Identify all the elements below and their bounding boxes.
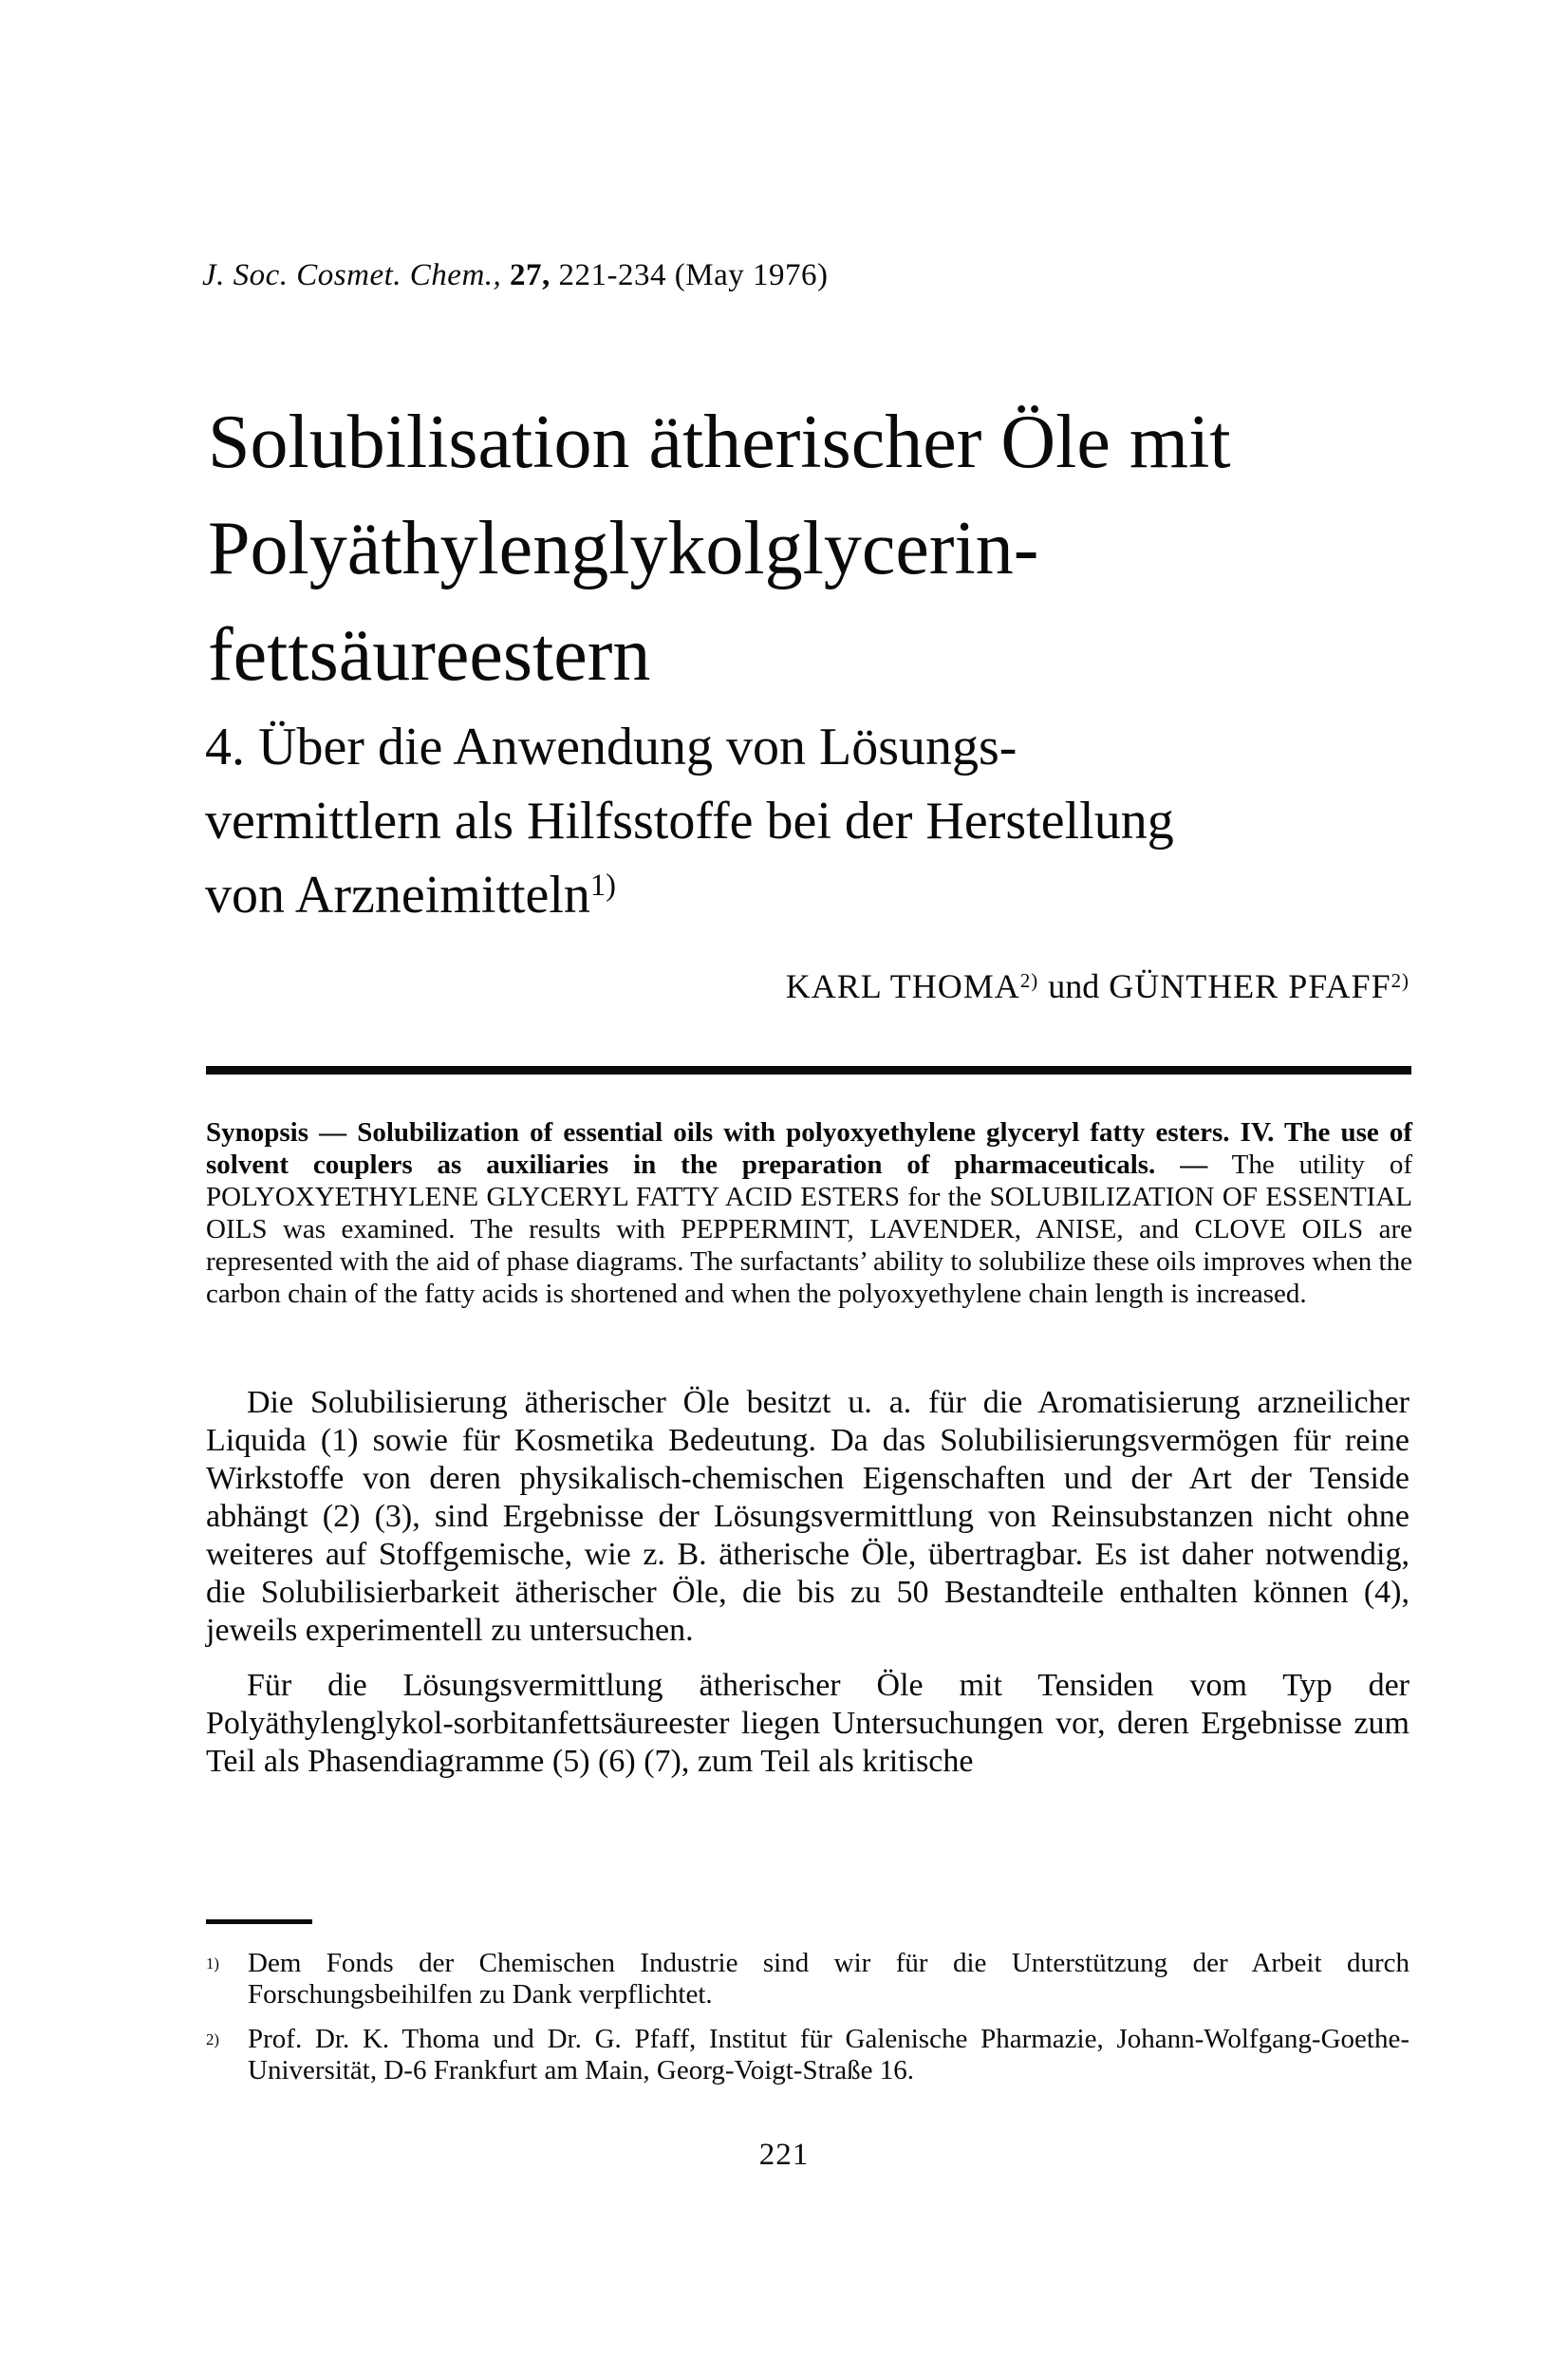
- paper-title-line-1: Solubilisation ätherischer Öle mit: [208, 401, 1231, 484]
- footnote-1-text: Dem Fonds der Chemischen Industrie sind wir für die Unterstützung der Arbeit durch Forschungsbeihilfen zu Dank verpflichtet.: [248, 1948, 1409, 2010]
- author-1: KARL THOMA: [785, 967, 1020, 1005]
- footnote-1-marker: 1): [206, 1954, 220, 1973]
- paper-subtitle-line-1: 4. Über die Anwendung von Lösungs-: [205, 718, 1017, 776]
- paper-title-line-2: Polyäthylenglykolglycerin-: [208, 507, 1039, 590]
- paper-subtitle: [205, 710, 1496, 940]
- paper-title-line-3: fettsäureestern: [208, 613, 651, 697]
- author-conjunction: und: [1048, 967, 1100, 1005]
- journal-pages-date: 221-234 (May 1976): [558, 258, 829, 292]
- author-line: [206, 966, 1409, 1006]
- author-2: GÜNTHER PFAFF: [1109, 967, 1391, 1005]
- body-paragraph-1: Die Solubilisierung ätherischer Öle besitzt u. a. für die Aromatisierung arzneilicher Liquida (1) sowie für Kosmetika Bedeutung. Da das Solubilisierungsvermögen für reine Wirkstoffe von deren physikalisch-chemischen Eigenschaften und der Art der Tenside abhängt (2) (3), sind Ergebnisse der Lösungsvermittlung von Reinsubstanzen nicht ohne weiteres auf Stoffgemische, wie z. B. ätherische Öle, übertragbar. Es ist daher notwendig, die Solubilisierbarkeit ätherischer Öle, die bis zu 50 Bestandteile enthalten können (4), jeweils experimentell zu untersuchen.: [206, 1385, 1409, 1648]
- footnote-2-text: Prof. Dr. K. Thoma und Dr. G. Pfaff, Institut für Galenische Pharmazie, Johann-Wolfgang-Goethe-Universität, D-6 Frankfurt am Main, Georg-Voigt-Straße 16.: [248, 2024, 1409, 2085]
- subtitle-footnote-ref: 1): [589, 869, 616, 904]
- journal-volume: 27,: [510, 258, 551, 292]
- footnote-2-marker: 2): [206, 2030, 220, 2048]
- footnote-2: [206, 2024, 1409, 2086]
- footnotes-section: [206, 1948, 1409, 2086]
- journal-name: J. Soc. Cosmet. Chem.,: [202, 258, 502, 292]
- footnote-divider-rule: [206, 1919, 312, 1924]
- paper-subtitle-line-2: vermittlern als Hilfsstoffe bei der Herstellung: [205, 792, 1174, 851]
- header-divider-rule: [206, 1066, 1411, 1075]
- synopsis-paragraph: [206, 1116, 1412, 1310]
- author-2-footnote-ref: 2): [1391, 968, 1409, 992]
- article-body: [206, 1384, 1409, 1781]
- author-1-footnote-ref: 2): [1019, 968, 1039, 992]
- paper-title: [208, 389, 1499, 708]
- paper-subtitle-line-3: von Arzneimitteln$^{1)}$: [205, 866, 616, 925]
- body-paragraph-2: Für die Lösungsvermittlung ätherischer Öle mit Tensiden vom Typ der Polyäthylenglykol-sorbitanfettsäureester liegen Untersuchungen vor, deren Ergebnisse zum Teil als Phasendiagramme (5) (6) (7), zum Teil als kritische: [206, 1668, 1409, 1779]
- journal-citation-line: [202, 258, 829, 293]
- footnote-1: [206, 1948, 1409, 2010]
- synopsis-bold-text: Synopsis — Solubilization of essential oils with polyoxyethylene glyceryl fatty esters. IV. The use of solvent couplers as auxiliaries in the preparation of pharmaceuticals. —: [206, 1117, 1412, 1180]
- page-number: 221: [758, 2138, 810, 2172]
- synopsis-regular-text: The utility of POLYOXYETHYLENE GLYCERYL FATTY ACID ESTERS for the SOLUBILIZATION OF ESSENTIAL OILS was examined. The results with PEPPERMINT, LAVENDER, ANISE, and CLOVE OILS are represented with the aid of phase diagrams. The surfactants’ ability to solubilize these oils improves when the carbon chain of the fatty acids is shortened and when the polyoxyethylene chain length is increased.: [206, 1150, 1412, 1309]
